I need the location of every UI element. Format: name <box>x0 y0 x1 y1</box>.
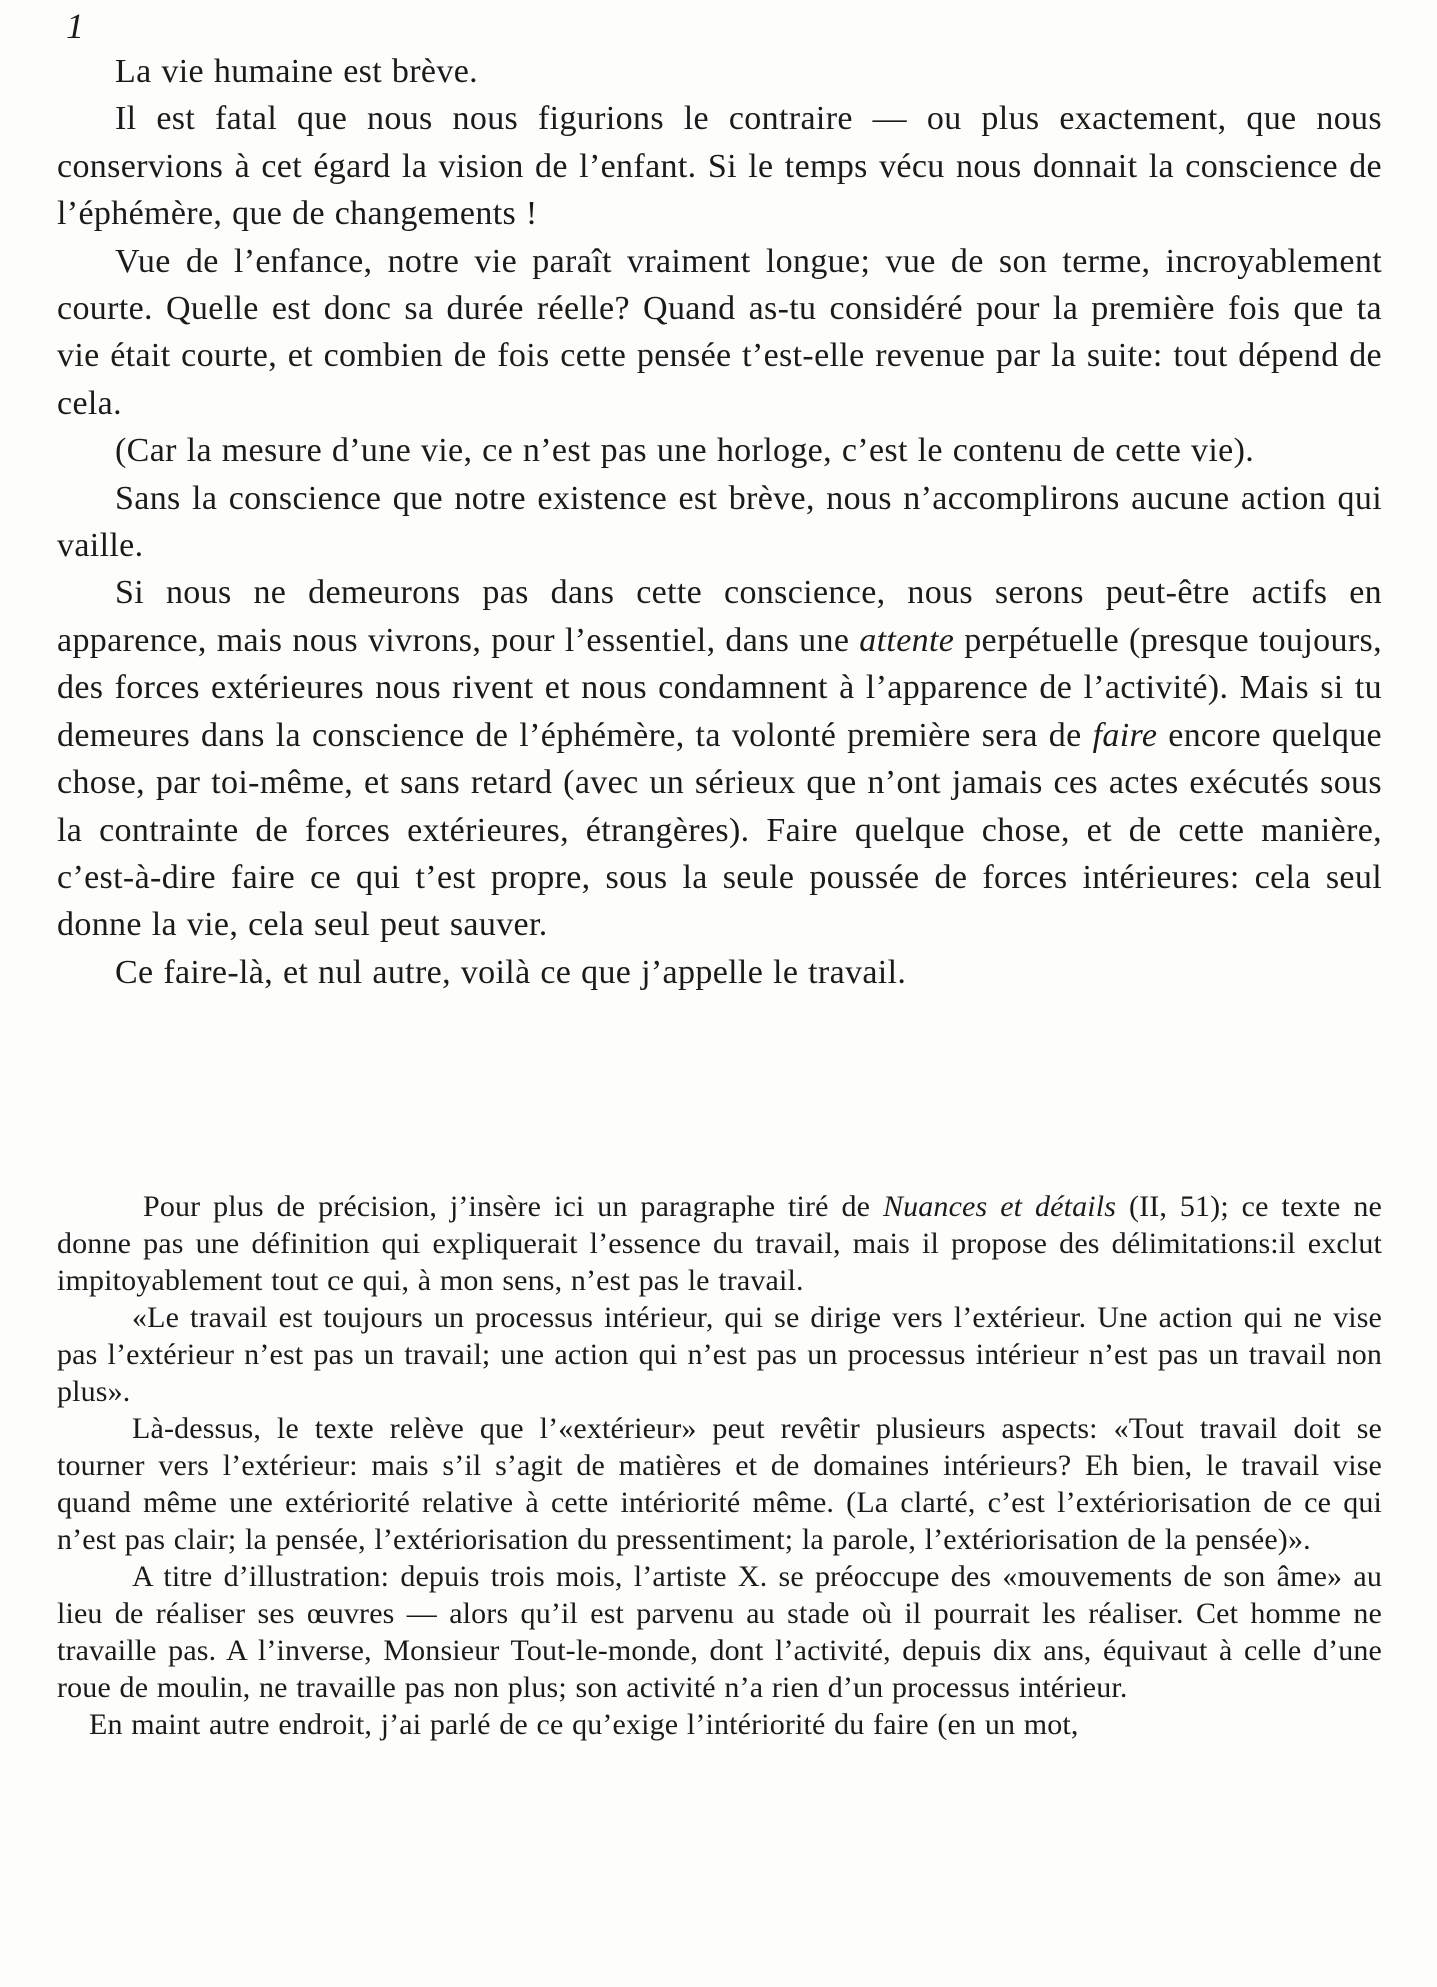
secondary-paragraph-5: En maint autre endroit, j’ai parlé de ce qu’exige l’intériorité du faire (en un mot, <box>89 1708 1079 1741</box>
main-paragraph-6 <box>57 569 1382 948</box>
main-paragraph-3: Vue de l’enfance, notre vie paraît vraiment longue; vue de son terme, incroyablement courte. Quelle est donc sa durée réelle? Quand as-tu considéré pour la première fois que ta vie était courte, et combien de fois cette pensée t’est-elle revenue par la suite: tout dépend de cela. <box>57 242 1382 422</box>
secondary-paragraph-1-part-2: (II, 51); ce texte ne donne pas une définition qui expliquerait l’essence du travail, mais il propose des délimitations:il exclut impitoyablement tout ce qui, à mon sens, n’est pas le travail. <box>57 1190 1383 1297</box>
main-paragraph-7: Ce faire-là, et nul autre, voilà ce que j’appelle le travail. <box>115 953 907 991</box>
main-paragraph-2: Il est fatal que nous nous figurions le contraire — ou plus exactement, que nous conservions à cet égard la vision de l’enfant. Si le temps vécu nous donnait la conscience de l’éphémère, que de changements ! <box>57 100 1382 233</box>
main-paragraph-6-part-3: encore quelque chose, par toi-même, et sans retard (avec un sérieux que n’ont jamais ces actes exécutés sous la contrainte de forces extérieures, étrangères). Faire quelque chose, et de cette manière, c’est-à-dire faire ce qui t’est propre, sous la seule poussée de forces intérieures: cela seul donne la vie, cela seul peut sauver. <box>57 716 1382 944</box>
emphasis-attente: attente <box>859 621 955 659</box>
main-paragraph-5: Sans la conscience que notre existence est brève, nous n’accomplirons aucune action qui vaille. <box>57 479 1382 565</box>
secondary-paragraph-4: A titre d’illustration: depuis trois mois, l’artiste X. se préoccupe des «mouvements de son âme» au lieu de réaliser ses œuvres — alors qu’il est parvenu au stade où il pourrait les réaliser. Cet homme ne travaille pas. A l’inverse, Monsieur Tout-le-monde, dont l’activité, depuis dix ans, équivaut à celle d’une roue de moulin, ne travaille pas non plus; son activité n’a rien d’un processus intérieur. <box>57 1560 1382 1704</box>
secondary-paragraph-1-part-1: Pour plus de précision, j’insère ici un paragraphe tiré de <box>143 1190 883 1223</box>
secondary-text-block <box>57 1188 1382 1743</box>
secondary-paragraph-1 <box>57 1188 1382 1299</box>
main-paragraph-4: (Car la mesure d’une vie, ce n’est pas une horloge, c’est le contenu de cette vie). <box>115 432 1255 470</box>
main-paragraph-6-part-2: perpétuelle (presque toujours, des forces extérieures nous rivent et nous condamnent à l’apparence de l’activité). Mais si tu demeures dans la conscience de l’éphémère, ta volonté première sera de <box>57 621 1382 754</box>
main-text-block <box>57 48 1382 996</box>
section-number: 1 <box>66 6 84 46</box>
main-paragraph-6-part-1: Si nous ne demeurons pas dans cette conscience, nous serons peut-être actifs en apparence, mais nous vivrons, pour l’essentiel, dans une <box>57 574 1382 659</box>
book-title-nuances-et-details: Nuances et détails <box>882 1190 1117 1223</box>
secondary-paragraph-3: Là-dessus, le texte relève que l’«extérieur» peut revêtir plusieurs aspects: «Tout travail doit se tourner vers l’extérieur: mais s’il s’agit de matières et de domaines intérieurs? Eh bien, le travail vise quand même une extériorité relative à cette intériorité même. (La clarté, c’est l’extériorisation de ce qui n’est pas clair; la pensée, l’extériorisation du pressentiment; la parole, l’extériorisation de la pensée)». <box>57 1412 1382 1556</box>
main-paragraph-1: La vie humaine est brève. <box>115 53 478 90</box>
secondary-paragraph-2: «Le travail est toujours un processus intérieur, qui se dirige vers l’extérieur. Une action qui ne vise pas l’extérieur n’est pas un travail; une action qui n’est pas un processus intérieur n’est pas un travail non plus». <box>57 1301 1382 1408</box>
emphasis-faire: faire <box>1092 716 1158 754</box>
